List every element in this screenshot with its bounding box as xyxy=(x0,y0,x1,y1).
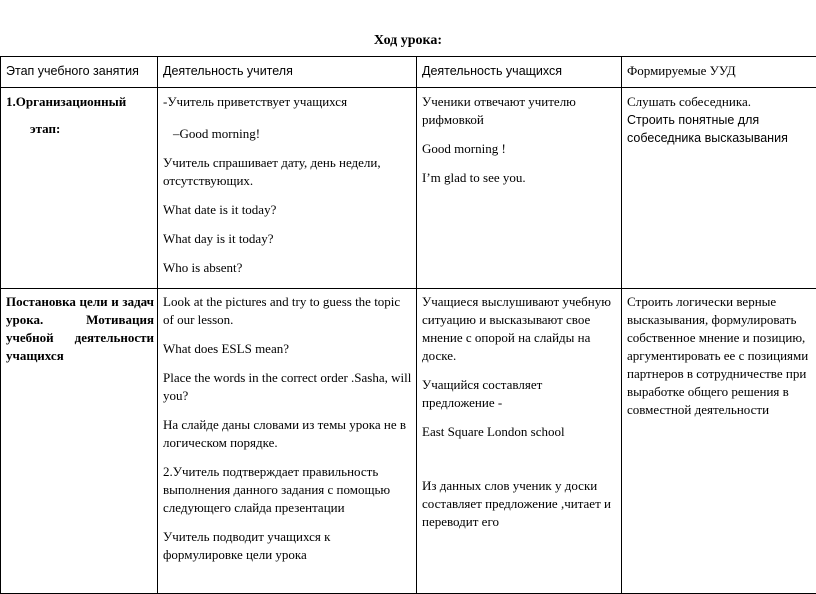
teacher-text: What date is it today? xyxy=(163,201,413,219)
teacher-text: What day is it today? xyxy=(163,230,413,248)
teacher-text: Учитель подводит учащихся к формулировке цели урока xyxy=(163,528,413,564)
teacher-text: На слайде даны словами из темы урока не в логическом порядке. xyxy=(163,416,413,452)
teacher-cell xyxy=(158,88,417,289)
students-text: Ученики отвечают учителю рифмовкой xyxy=(422,93,618,129)
students-cell xyxy=(417,289,622,594)
teacher-text: Who is absent? xyxy=(163,259,413,277)
teacher-text: Place the words in the correct order .Sasha, will you? xyxy=(163,369,413,405)
students-text: Учащийся составляет предложение - xyxy=(422,376,618,412)
students-text: East Square London school xyxy=(422,423,618,441)
students-text: Учащиеся выслушивают учебную ситуацию и высказывают свое мнение с опорой на слайды на доске. xyxy=(422,293,618,365)
header-stage: Этап учебного занятия xyxy=(1,57,158,88)
uud-cell xyxy=(622,289,816,594)
teacher-cell xyxy=(158,289,417,594)
header-students: Деятельность учащихся xyxy=(417,57,622,88)
students-text: Из данных слов ученик у доски составляет предложение ,читает и переводит его xyxy=(422,477,618,531)
table-header-row xyxy=(1,57,816,88)
uud-text: Строить логически верные высказывания, формулировать собственное мнение и позицию, аргументировать ее с позициями партнеров в сотрудничестве при выработке общего решения в совместной деятельности xyxy=(627,293,813,419)
uud-text: Слушать собеседника. xyxy=(627,93,813,111)
teacher-text: -Учитель приветствует учащихся xyxy=(163,93,413,111)
teacher-text: What does ESLS mean? xyxy=(163,340,413,358)
table-row xyxy=(1,88,816,289)
students-cell xyxy=(417,88,622,289)
teacher-text: Look at the pictures and try to guess the topic of our lesson. xyxy=(163,293,413,329)
teacher-text: Учитель спрашивает дату, день недели, отсутствующих. xyxy=(163,154,413,190)
teacher-text: 2.Учитель подтверждает правильность выполнения данного задания с помощью следующего слайда презентации xyxy=(163,463,413,517)
stage-name: 1.Организационный xyxy=(6,94,126,109)
students-text: Good morning ! xyxy=(422,140,618,158)
lesson-table xyxy=(0,56,816,594)
teacher-text: –Good morning! xyxy=(163,125,413,143)
stage-name: этап: xyxy=(6,120,154,138)
students-text: I’m glad to see you. xyxy=(422,169,618,187)
stage-name: Постановка цели и задач урока. Мотивация учебной деятельности учащихся xyxy=(6,294,154,363)
stage-cell xyxy=(1,88,158,289)
header-uud: Формируемые УУД xyxy=(622,57,816,88)
uud-text: Строить понятные для собеседника высказывания xyxy=(627,111,813,147)
header-teacher: Деятельность учителя xyxy=(158,57,417,88)
page-title: Ход урока: xyxy=(0,33,816,49)
stage-cell xyxy=(1,289,158,594)
table-row xyxy=(1,289,816,594)
uud-cell xyxy=(622,88,816,289)
